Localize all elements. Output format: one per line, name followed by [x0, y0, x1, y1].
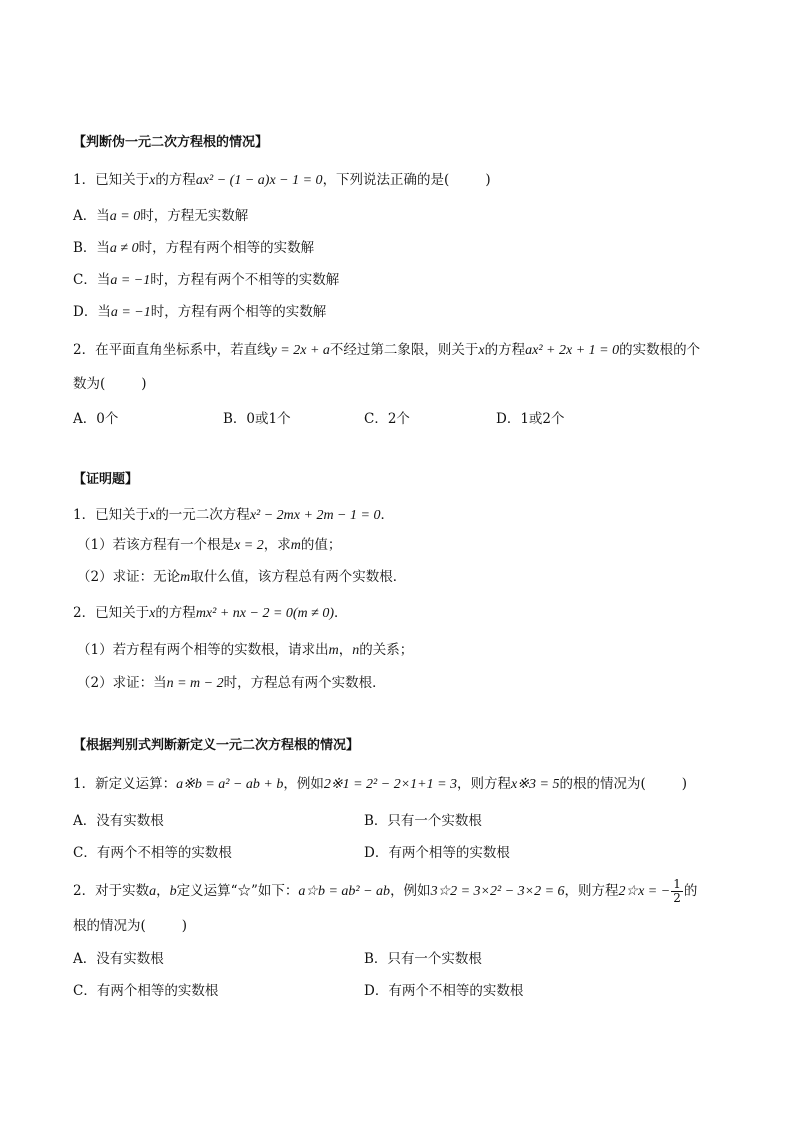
s1-q2-option-a: A．0个: [73, 411, 119, 427]
s1-q2-stem-line1: 2．在平面直角坐标系中，若直线y = 2x + a不经过第二象限，则关于x的方程ax² + 2x + 1 = 0的实数根的个: [73, 342, 701, 358]
s1-q1-option-b: B．当a ≠ 0时，方程有两个相等的实数解: [73, 240, 315, 256]
s3-q2-option-b: B．只有一个实数根: [364, 951, 482, 967]
s3-q2-option-c: C．有两个相等的实数根: [73, 983, 219, 999]
section-heading-1: 【判断伪一元二次方程根的情况】: [73, 135, 269, 150]
s3-q2-option-d: D．有两个不相等的实数根: [364, 983, 524, 999]
s2-q2-stem: 2．已知关于x的方程mx² + nx − 2 = 0(m ≠ 0)．: [73, 605, 348, 621]
s3-q1-option-a: A．没有实数根: [73, 813, 164, 829]
s1-q1-stem: 1．已知关于x的方程ax² − (1 − a)x − 1 = 0，下列说法正确的是( ): [73, 172, 491, 188]
s1-q2-option-b: B．0或1个: [223, 411, 291, 427]
s2-q1-sub1: （1）若该方程有一个根是x = 2，求m的值；: [77, 537, 342, 553]
s3-q1-option-c: C．有两个不相等的实数根: [73, 845, 232, 861]
s1-q1-option-c: C．当a = −1时，方程有两个不相等的实数解: [73, 272, 340, 288]
s3-q2-stem-line1: 2．对于实数a，b定义运算“☆”如下：a☆b = ab² − ab，例如3☆2 = 3×2² − 3×2 = 6，则方程2☆x = − $\frac{1}{2}$ 的: [73, 877, 698, 905]
s3-q1-option-b: B．只有一个实数根: [364, 813, 482, 829]
s3-q1-stem: 1．新定义运算：a※b = a² − ab + b，例如2※1 = 2² − 2×1+1 = 3，则方程x※3 = 5的根的情况为( ): [73, 776, 688, 792]
s3-q1-option-d: D．有两个相等的实数根: [364, 845, 510, 861]
s1-q1-option-d: D．当a = −1时，方程有两个相等的实数解: [73, 304, 327, 320]
section-heading-2: 【证明题】: [73, 472, 139, 487]
s1-q2-option-d: D．1或2个: [496, 411, 565, 427]
section-heading-3: 【根据判别式判断新定义一元二次方程根的情况】: [73, 738, 360, 753]
s3-q2-option-a: A．没有实数根: [73, 951, 164, 967]
s3-q2-stem-line2: 根的情况为( ): [73, 918, 188, 934]
s2-q1-stem: 1．已知关于x的一元二次方程x² − 2mx + 2m − 1 = 0．: [73, 507, 394, 523]
s2-q2-sub2: （2）求证：当n = m − 2时，方程总有两个实数根．: [77, 675, 386, 691]
s1-q1-option-a: A．当a = 0时，方程无实数解: [73, 208, 249, 224]
fraction-one-half: $\frac{1}{2}$: [673, 877, 681, 905]
s2-q2-sub1: （1）若方程有两个相等的实数根，请求出m，n的关系；: [77, 642, 414, 658]
s2-q1-sub2: （2）求证：无论m取什么值，该方程总有两个实数根．: [77, 569, 407, 585]
s1-q2-stem-line2: 数为( ): [73, 376, 147, 392]
s1-q2-option-c: C．2个: [364, 411, 410, 427]
